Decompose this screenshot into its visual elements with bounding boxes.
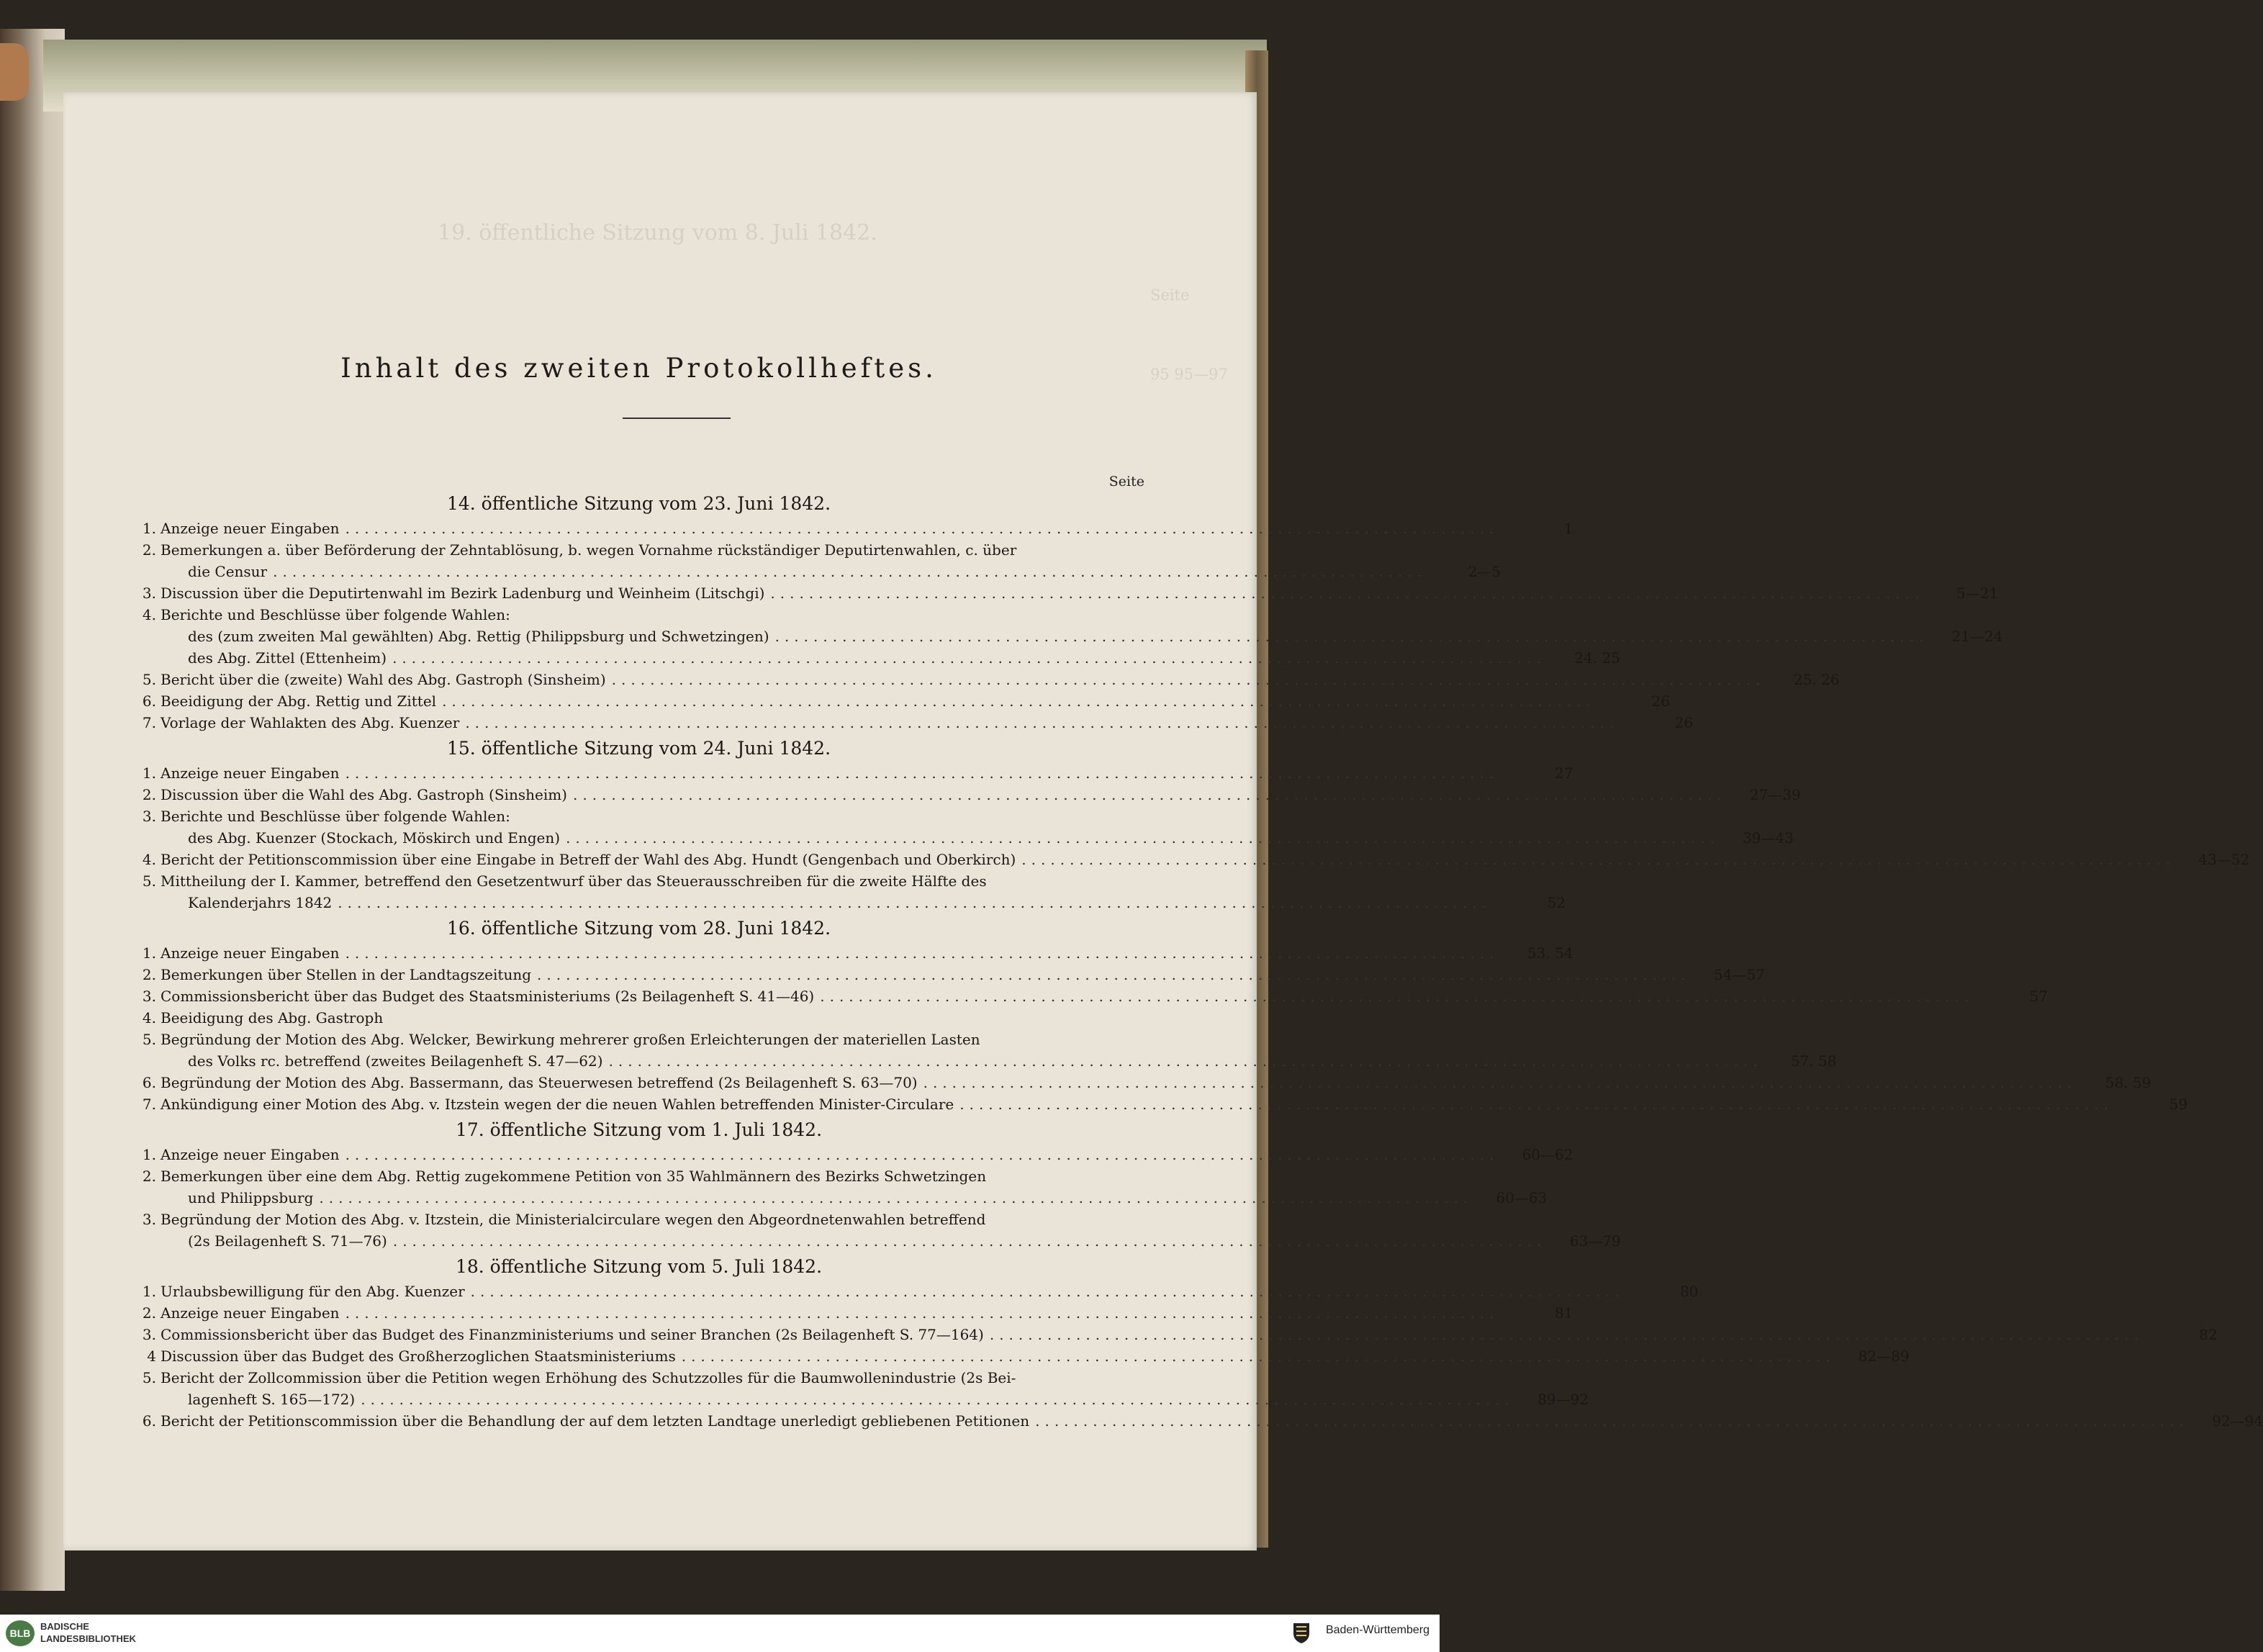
toc-entry: [133, 1008, 1144, 1029]
toc-entry-line: [133, 1324, 2218, 1346]
entry-number: 2.: [142, 541, 156, 559]
leader-dots: ........................................................................................................................: [345, 520, 1499, 537]
toc-entry: [133, 1281, 1699, 1303]
toc-entry-line: [133, 965, 1765, 986]
document-title: Inhalt des zweiten Protokollheftes.: [340, 353, 937, 384]
toc-entry: [133, 763, 1573, 785]
toc-entry-line: [133, 713, 1694, 734]
toc-entry-line: [133, 871, 1144, 893]
toc-entry: [133, 540, 1501, 583]
entry-text: Begründung der Motion des Abg. v. Itzstein, die Ministerialcirculare wegen den Abgeordnetenwahlen betreffend: [161, 1211, 986, 1228]
entry-text: Bemerkungen über Stellen in der Landtagszeitung: [161, 966, 532, 983]
toc-entry-line: [133, 1231, 1621, 1252]
entry-text: Anzeige neuer Eingaben: [161, 944, 340, 962]
entry-number: 2.: [142, 1304, 156, 1322]
toc-entry-line: [133, 605, 1144, 626]
entry-page: 43—52: [2198, 851, 2250, 868]
entry-text: Urlaubsbewilligung für den Abg. Kuenzer: [161, 1283, 465, 1300]
entry-number: 6.: [142, 692, 156, 710]
toc-entry-line: [133, 1368, 1144, 1389]
toc-entry-line: [133, 626, 2003, 648]
leader-dots: ........................................................................................................................: [392, 649, 1546, 667]
toc-entry: [133, 1094, 2188, 1116]
entry-page: 27: [1555, 764, 1573, 782]
entry-page: 89—92: [1537, 1391, 1589, 1408]
book-clasp: [0, 43, 29, 101]
leader-dots: ........................................................................................................................: [465, 714, 1620, 731]
entry-page: 82—89: [1858, 1348, 1910, 1365]
bleed-through-heading: 19. öffentliche Sitzung vom 8. Juli 1842.: [438, 220, 877, 245]
entry-text: des Volks rc. betreffend (zweites Beilagenheft S. 47—62): [188, 1052, 603, 1070]
entry-number: 3.: [142, 1211, 156, 1228]
leader-dots: ........................................................................................................................: [959, 1096, 2114, 1113]
toc-entry: [133, 1324, 2218, 1346]
state-label[interactable]: Baden-Württemberg: [1325, 1624, 1429, 1636]
toc-entry: [133, 1346, 1910, 1368]
entry-text: Mittheilung der I. Kammer, betreffend den Gesetzentwurf über das Steuerausschreiben für die zweite Hälfte des: [161, 872, 987, 890]
toc-entry-line: [133, 1145, 1573, 1166]
toc-entry-line: [133, 1051, 1837, 1073]
toc-entry-line: [133, 1188, 1548, 1209]
leader-dots: ........................................................................................................................: [774, 628, 1929, 645]
entry-page: 60—62: [1522, 1146, 1573, 1163]
toc-entry-line: [133, 669, 1840, 691]
entry-text: Bericht über die (zweite) Wahl des Abg. Gastroph (Sinsheim): [161, 671, 606, 688]
entry-text: des Abg. Zittel (Ettenheim): [188, 649, 387, 667]
toc-entry: [133, 943, 1573, 965]
leader-dots: ........................................................................................................................: [572, 786, 1727, 803]
entry-text: Bericht der Petitionscommission über die Behandlung der auf dem letzten Landtage unerledigt gebliebenen Petitionen: [161, 1412, 1030, 1430]
session-section: [133, 489, 2003, 734]
entry-number: 4.: [142, 851, 156, 868]
toc-entry-line: [133, 518, 1573, 540]
entry-page: 1: [1563, 520, 1573, 537]
entry-page: 57: [2029, 988, 2049, 1005]
session-heading: 15. öffentliche Sitzung vom 24. Juni 1842.: [446, 738, 831, 759]
blb-logo[interactable]: BLB: [6, 1620, 35, 1646]
toc-entry-line: [133, 763, 1573, 785]
leader-dots: ........................................................................................................................: [1021, 851, 2176, 868]
entry-number: 7.: [142, 1096, 156, 1113]
toc-entry: [133, 986, 2049, 1008]
toc-entry-line: [133, 1303, 1573, 1324]
entry-text: lagenheft S. 165—172): [188, 1391, 356, 1408]
toc-entry-line: [133, 943, 1573, 965]
entry-number: 5.: [142, 1369, 156, 1386]
entry-number: 3.: [142, 1326, 156, 1343]
library-name[interactable]: [40, 1620, 136, 1645]
toc-entry-line: [133, 691, 1670, 713]
session-heading: 14. öffentliche Sitzung vom 23. Juni 1842.: [446, 493, 831, 514]
toc-entry-line: [133, 1209, 1144, 1231]
entry-text: Berichte und Beschlüsse über folgende Wahlen:: [161, 808, 510, 825]
toc-entry: [133, 965, 1765, 986]
entry-text: Bemerkungen a. über Beförderung der Zehntablösung, b. wegen Vornahme rückständiger Deputirtenwahlen, c. über: [161, 541, 1017, 559]
leader-dots: ........................................................................................................................: [338, 894, 1492, 911]
toc-entry-line: [133, 1008, 1144, 1029]
toc-entry-line: [133, 1073, 2151, 1094]
entry-number: 5.: [142, 1031, 156, 1048]
entry-text: Beeidigung der Abg. Rettig und Zittel: [161, 692, 437, 710]
toc-entry-line: [133, 1389, 1589, 1411]
leader-dots: ........................................................................................................................: [820, 988, 1974, 1005]
leader-dots: ........................................................................................................................: [1035, 1412, 2189, 1430]
library-name-line1: BADISCHE: [40, 1621, 89, 1632]
toc-entry: [133, 1166, 1548, 1209]
toc-entry-line: [133, 1029, 1144, 1051]
entry-number: 4: [147, 1348, 156, 1365]
session-heading: 18. öffentliche Sitzung vom 5. Juli 1842.: [455, 1256, 823, 1277]
entry-page: 25. 26: [1793, 671, 1840, 688]
footer-bar: [0, 1615, 1440, 1652]
entry-number: 3.: [142, 584, 156, 602]
entry-page: 39—43: [1743, 829, 1794, 847]
toc-entry: [133, 583, 1999, 605]
toc-entry: [133, 713, 1694, 734]
entry-page: 26: [1651, 692, 1670, 710]
entry-page: 26: [1674, 714, 1694, 731]
entry-page: 53. 54: [1527, 944, 1573, 962]
entry-page: 63—79: [1569, 1232, 1621, 1250]
toc-entry-line: [133, 1411, 2263, 1432]
toc-entry: [133, 828, 1794, 849]
leader-dots: ........................................................................................................................: [392, 1232, 1547, 1250]
entry-page: 60—63: [1496, 1189, 1548, 1206]
entry-number: 5.: [142, 671, 156, 688]
entry-page: 21—24: [1951, 628, 2003, 645]
toc-entry: [133, 1029, 1837, 1073]
toc-entry-line: [133, 561, 1501, 583]
leader-dots: ........................................................................................................................: [566, 829, 1720, 847]
toc-entry-line: [133, 806, 1144, 828]
toc-entry: [133, 1368, 1589, 1411]
entry-text: Begründung der Motion des Abg. Bassermann, das Steuerwesen betreffend (2s Beilagenheft S. 63—70): [161, 1074, 918, 1091]
toc-entry: [133, 1073, 2151, 1094]
toc-entry-line: [133, 893, 1566, 914]
entry-text: Anzeige neuer Eingaben: [161, 1146, 340, 1163]
leader-dots: ........................................................................................................................: [442, 692, 1596, 710]
toc-entry: [133, 648, 1620, 669]
toc-entry-line: [133, 986, 2049, 1008]
state-crest-icon: [1291, 1620, 1311, 1645]
session-section: [133, 1116, 1621, 1252]
toc-entry-line: [133, 785, 1801, 806]
toc-entry: [133, 626, 2003, 648]
toc-entry-line: [133, 1346, 1910, 1368]
toc-entry: [133, 871, 1566, 914]
leader-dots: ........................................................................................................................: [319, 1189, 1473, 1206]
toc-entry: [133, 691, 1670, 713]
entry-text: Anzeige neuer Eingaben: [161, 520, 340, 537]
entry-text: des (zum zweiten Mal gewählten) Abg. Rettig (Philippsburg und Schwetzingen): [188, 628, 769, 645]
leader-dots: ........................................................................................................................: [273, 563, 1427, 580]
entry-text: Bericht der Petitionscommission über eine Eingabe in Betreff der Wahl des Abg. Hundt (Gengenbach und Oberkirch): [161, 851, 1016, 868]
entry-number: 6.: [142, 1074, 156, 1091]
leader-dots: ........................................................................................................................: [345, 764, 1499, 782]
entry-text: Beeidigung des Abg. Gastroph: [161, 1009, 384, 1026]
entry-text: Berichte und Beschlüsse über folgende Wahlen:: [161, 606, 510, 623]
entry-text: Bericht der Zollcommission über die Petition wegen Erhöhung des Schutzzolles für die Baumwollenindustrie (2s Bei-: [161, 1369, 1016, 1386]
entry-page: 52: [1547, 894, 1566, 911]
bleed-through-page-label: Seite: [1150, 286, 1190, 304]
leader-dots: ........................................................................................................................: [345, 1304, 1499, 1322]
entry-number: 7.: [142, 714, 156, 731]
leader-dots: ........................................................................................................................: [345, 1146, 1499, 1163]
leader-dots: ........................................................................................................................: [345, 944, 1499, 962]
leader-dots: ........................................................................................................................: [537, 966, 1691, 983]
entry-text: Begründung der Motion des Abg. Welcker, Bewirkung mehrerer großen Erleichterungen der materiellen Lasten: [161, 1031, 980, 1048]
entry-number: 1.: [142, 944, 156, 962]
entry-number: 4.: [142, 1009, 156, 1026]
sessions-list: [133, 489, 2263, 1432]
session-section: [133, 1252, 2263, 1432]
session-heading: 17. öffentliche Sitzung vom 1. Juli 1842.: [455, 1119, 823, 1140]
entry-text: Bemerkungen über eine dem Abg. Rettig zugekommene Petition von 35 Wahlmännern des Bezirks Schwetzingen: [161, 1168, 987, 1185]
session-heading: 16. öffentliche Sitzung vom 28. Juni 1842.: [446, 918, 831, 939]
entry-text: und Philippsburg: [188, 1189, 314, 1206]
session-section: [133, 914, 2188, 1116]
leader-dots: ........................................................................................................................: [611, 671, 1766, 688]
leader-dots: ........................................................................................................................: [770, 584, 1925, 602]
entry-text: Anzeige neuer Eingaben: [161, 1304, 340, 1322]
entry-page: 2—5: [1468, 563, 1501, 580]
entry-text: (2s Beilagenheft S. 71—76): [188, 1232, 387, 1250]
entry-page: 82: [2199, 1326, 2218, 1343]
entry-page: 80: [1680, 1283, 1699, 1300]
toc-entry-line: [133, 1094, 2188, 1116]
entry-number: 2.: [142, 786, 156, 803]
toc-entry: [133, 669, 1840, 691]
leader-dots: ........................................................................................................................: [608, 1052, 1763, 1070]
entry-number: 1.: [142, 1146, 156, 1163]
toc-entry: [133, 1411, 2263, 1432]
toc-entry: [133, 785, 1801, 806]
bleed-through-numbers: 95 95—97: [1150, 366, 1228, 383]
entry-number: 4.: [142, 606, 156, 623]
book-spine: [0, 29, 65, 1591]
toc-entry: [133, 1303, 1573, 1324]
entry-number: 1.: [142, 520, 156, 537]
entry-text: Ankündigung einer Motion des Abg. v. Itzstein wegen der die neuen Wahlen betreffenden Minister-Circulare: [161, 1096, 954, 1113]
leader-dots: ........................................................................................................................: [989, 1326, 2144, 1343]
toc-entry-line: [133, 1166, 1144, 1188]
entry-text: Anzeige neuer Eingaben: [161, 764, 340, 782]
toc-entry: [133, 1145, 1573, 1166]
library-name-line2: LANDESBIBLIOTHEK: [40, 1633, 136, 1644]
toc-entry: [133, 605, 1144, 626]
toc-entry: [133, 518, 1573, 540]
entry-number: 2.: [142, 966, 156, 983]
entry-page: 24. 25: [1574, 649, 1620, 667]
title-rule: [623, 417, 731, 419]
entry-page: 57. 58: [1790, 1052, 1837, 1070]
entry-text: Commissionsbericht über das Budget des Finanzministeriums und seiner Branchen (2s Beilagenheft S. 77—164): [161, 1326, 984, 1343]
entry-page: 5—21: [1956, 584, 1999, 602]
entry-text: Discussion über die Deputirtenwahl im Bezirk Ladenburg und Weinheim (Litschgi): [161, 584, 765, 602]
entry-text: Kalenderjahrs 1842: [188, 894, 333, 911]
leader-dots: ........................................................................................................................: [361, 1391, 1515, 1408]
toc-entry-line: [133, 828, 1794, 849]
entry-text: Discussion über das Budget des Großherzoglichen Staatsministeriums: [161, 1348, 676, 1365]
entry-page: 27—39: [1749, 786, 1801, 803]
toc-entry-line: [133, 849, 2250, 871]
entry-number: 3.: [142, 808, 156, 825]
entry-page: 58. 59: [2105, 1074, 2151, 1091]
entry-page: 54—57: [1714, 966, 1765, 983]
entry-number: 5.: [142, 872, 156, 890]
toc-entry-line: [133, 583, 1999, 605]
toc-entry-line: [133, 648, 1620, 669]
entry-text: die Censur: [188, 563, 268, 580]
entry-number: 1.: [142, 1283, 156, 1300]
entry-number: 3.: [142, 988, 156, 1005]
entry-number: 6.: [142, 1412, 156, 1430]
entry-text: Vorlage der Wahlakten des Abg. Kuenzer: [161, 714, 460, 731]
entry-page: 59: [2169, 1096, 2188, 1113]
toc-entry: [133, 1209, 1621, 1252]
entry-number: 2.: [142, 1168, 156, 1185]
entry-text: Commissionsbericht über das Budget des Staatsministeriums (2s Beilagenheft S. 41—46): [161, 988, 815, 1005]
toc-entry: [133, 849, 2250, 871]
entry-number: 1.: [142, 764, 156, 782]
leader-dots: ........................................................................................................................: [470, 1283, 1625, 1300]
leader-dots: ........................................................................................................................: [923, 1074, 2077, 1091]
entry-page: 81: [1555, 1304, 1573, 1322]
leader-dots: ........................................................................................................................: [681, 1348, 1835, 1365]
entry-text: des Abg. Kuenzer (Stockach, Möskirch und Engen): [188, 829, 561, 847]
toc-entry: [133, 806, 1144, 828]
page-column-label: Seite: [1108, 474, 1144, 489]
toc-entry-line: [133, 1281, 1699, 1303]
entry-text: Discussion über die Wahl des Abg. Gastroph (Sinsheim): [161, 786, 567, 803]
session-section: [133, 734, 2250, 914]
toc-entry-line: [133, 540, 1144, 561]
entry-page: 92—94: [2212, 1412, 2263, 1430]
